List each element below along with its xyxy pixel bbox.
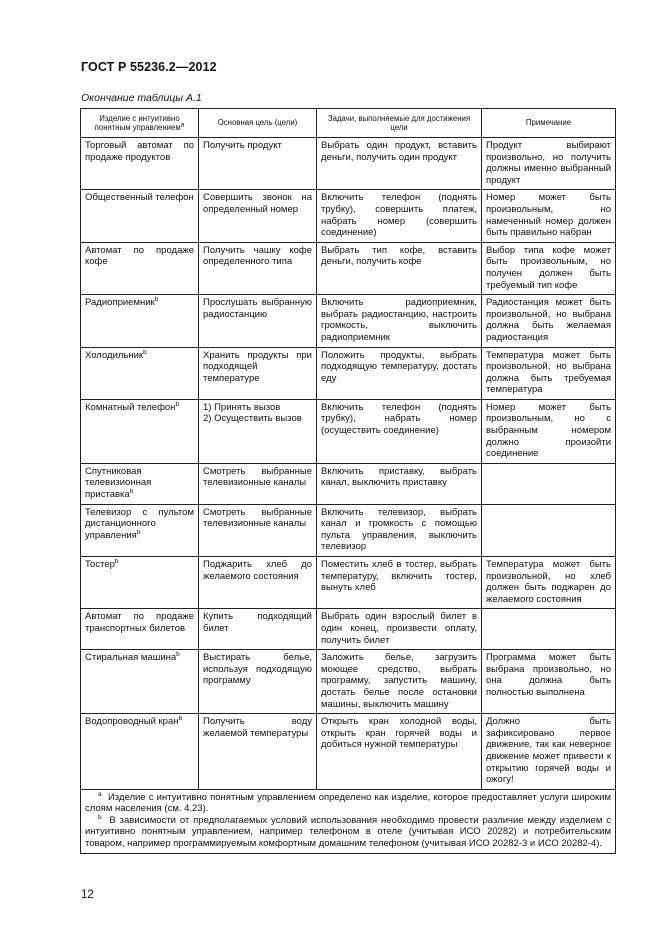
table-header-row	[81, 109, 616, 138]
cell-product: Стиральная машина$^b$	[81, 650, 199, 714]
cell-note	[482, 463, 616, 504]
cell-product: Радиоприемник$^b$	[81, 295, 199, 347]
table-row	[81, 650, 616, 714]
cell-tasks: Выбрать один взрослый билет в один конец, произвести оплату, получить билет	[317, 609, 482, 650]
table-row	[81, 399, 616, 463]
cell-goal: Получить продукт	[199, 138, 317, 190]
cell-tasks: Включить телевизор, выбрать канал и громкость с помощью пульта управления, выключить телевизор	[317, 504, 482, 556]
cell-product: Тостер$^b$	[81, 557, 199, 609]
table-row	[81, 190, 616, 242]
table-row	[81, 295, 616, 347]
cell-product: Автомат по продаже транспортных билетов	[81, 609, 199, 650]
cell-note	[482, 504, 616, 556]
cell-tasks: Включить радиоприемник, выбрать радиостанцию, настроить громкость, выключить радиоприемник	[317, 295, 482, 347]
table-row	[81, 138, 616, 190]
cell-product: Холодильник$^b$	[81, 347, 199, 399]
cell-note: Радиостанция может быть произвольной, но выбрана должна быть желаемая радиостанция	[482, 295, 616, 347]
cell-tasks: Положить продукты, выбрать подходящую температуру, достать еду	[317, 347, 482, 399]
cell-goal: Купить подходящий билет	[199, 609, 317, 650]
cell-note	[482, 609, 616, 650]
cell-goal: Выстирать белье, используя подходящую программу	[199, 650, 317, 714]
cell-note: Должно быть зафиксировано первое движение, так как неверное движение может привести к открытию горячей воды и ожогу!	[482, 714, 616, 790]
cell-product: Телевизор с пультом дистанционного управления$^b$	[81, 504, 199, 556]
cell-tasks: Открыть кран холодной воды, открыть кран горячей воды и добиться нужной температуры	[317, 714, 482, 790]
cell-tasks: Выбрать один продукт, вставить деньги, получить один продукт	[317, 138, 482, 190]
cell-goal: Получить чашку кофе определенного типа	[199, 242, 317, 294]
footnotes-cell	[81, 789, 616, 853]
cell-tasks: Выбрать тип кофе, вставить деньги, получить кофе	[317, 242, 482, 294]
page-number: 12	[81, 889, 94, 901]
table-caption: Окончание таблицы А.1	[81, 92, 202, 104]
cell-tasks: Включить телефон (поднять трубку), набрать номер (осуществить соединение)	[317, 399, 482, 463]
footnote-b: $^b$ В зависимости от предполагаемых условий использования необходимо провести различие между изделием с интуитивно понятным управлением, например телефоном в отеле (учитывая ИСО 20282) и потребительским товаром, например программируемым комфортным домашним телефоном (учитывая ИСО 20282-3 и ИСО 20282-4).	[85, 813, 611, 850]
cell-goal: Хранить продукты при подходящей температуре	[199, 347, 317, 399]
cell-goal: 1) Принять вызов 2) Осуществить вызов	[199, 399, 317, 463]
column-header-goal: Основная цель (цели)	[199, 109, 317, 138]
document-code: ГОСТ Р 55236.2—2012	[81, 60, 217, 74]
cell-product: Автомат по продаже кофе	[81, 242, 199, 294]
table-row	[81, 609, 616, 650]
table-row	[81, 463, 616, 504]
cell-product: Водопроводный кран$^b$	[81, 714, 199, 790]
product-goals-table	[80, 108, 616, 854]
cell-product: Торговый автомат по продаже продуктов	[81, 138, 199, 190]
column-header-tasks: Задачи, выполняемые для достижения цели	[317, 109, 482, 138]
cell-goal: Прослушать выбранную радиостанцию	[199, 295, 317, 347]
cell-tasks: Включить приставку, выбрать канал, выключить приставку	[317, 463, 482, 504]
cell-product: Спутниковая телевизионная приставка$^b$	[81, 463, 199, 504]
cell-tasks: Включить телефон (поднять трубку), совершить платеж, набрать номер (совершить соединение)	[317, 190, 482, 242]
cell-tasks: Заложить белье, загрузить моющее средство, выбрать программу, запустить машину, достать белье после остановки машины, выключить машину	[317, 650, 482, 714]
footnotes-row	[81, 789, 616, 853]
cell-note: Программа может быть выбрана произвольно, но она должна быть полностью выполнена	[482, 650, 616, 714]
column-header-product: Изделие с интуитивно понятным управлением$^a$	[81, 109, 199, 138]
cell-goal: Поджарить хлеб до желаемого состояния	[199, 557, 317, 609]
table-row	[81, 242, 616, 294]
footnote-a: $^a$ Изделие с интуитивно понятным управлением определено как изделие, которое предоставляет услуги широким слоям населения (см. 4.23).	[85, 790, 612, 815]
table-row	[81, 557, 616, 609]
table-row	[81, 504, 616, 556]
cell-goal: Смотреть выбранные телевизионные каналы	[199, 504, 317, 556]
cell-goal: Получить воду желаемой температуры	[199, 714, 317, 790]
cell-product: Общественный телефон	[81, 190, 199, 242]
cell-note: Температура может быть произвольной, но выбрана должна быть требуемая температура	[482, 347, 616, 399]
column-header-note: Примечание	[482, 109, 616, 138]
cell-note: Выбор типа кофе может быть произвольным, но получен должен быть требуемый тип кофе	[482, 242, 616, 294]
cell-note: Номер может быть произвольным, но намеченный номер должен быть правильно набран	[482, 190, 616, 242]
cell-note: Температура может быть произвольной, но хлеб должен быть поджарен до желаемого состояния	[482, 557, 616, 609]
table-row	[81, 347, 616, 399]
cell-goal: Совершить звонок на определенный номер	[199, 190, 317, 242]
cell-note: Продукт выбирают произвольно, но получить должны именно выбранный продукт	[482, 138, 616, 190]
cell-note: Номер может быть произвольным, но с выбранным номером должно произойти соединение	[482, 399, 616, 463]
cell-tasks: Поместить хлеб в тостер, выбрать температуру, включить тостер, вынуть хлеб	[317, 557, 482, 609]
cell-goal: Смотреть выбранные телевизионные каналы	[199, 463, 317, 504]
table-row	[81, 714, 616, 790]
cell-product: Комнатный телефон$^b$	[81, 399, 199, 463]
